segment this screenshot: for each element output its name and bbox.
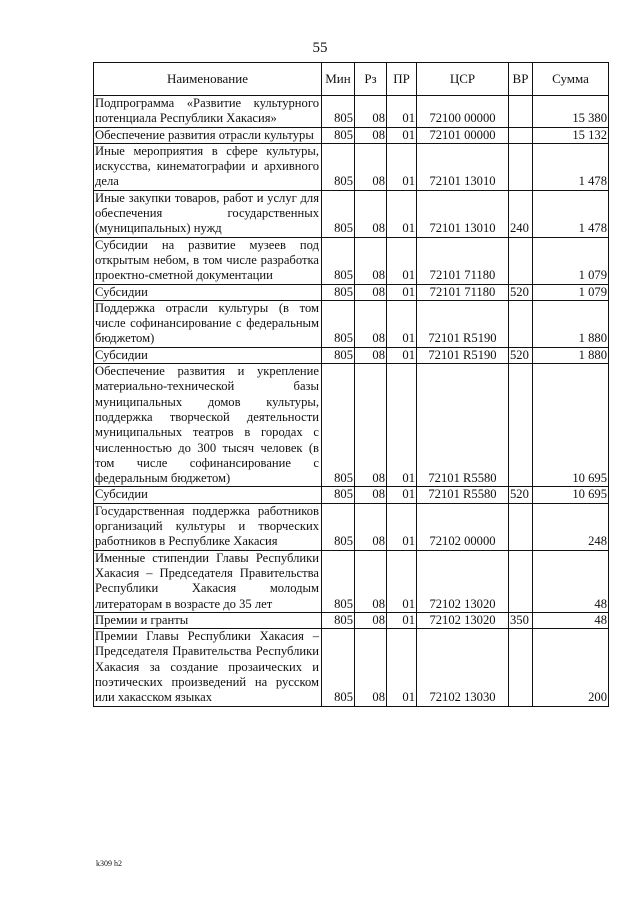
cell-csr: 72100 00000 (417, 96, 509, 128)
cell-pr: 01 (387, 550, 417, 612)
cell-min: 805 (322, 612, 355, 628)
cell-name: Иные закупки товаров, работ и услуг для обеспечения государственных (муниципальных) нужд (94, 190, 322, 237)
cell-min: 805 (322, 127, 355, 143)
cell-sum: 48 (533, 550, 609, 612)
cell-csr: 72101 R5580 (417, 487, 509, 503)
cell-name: Именные стипендии Главы Республики Хакасия – Председателя Правительства Республики Хакасия молодым литераторам в возрасте до 35 лет (94, 550, 322, 612)
cell-min: 805 (322, 487, 355, 503)
cell-rz: 08 (355, 612, 387, 628)
cell-csr: 72101 R5190 (417, 300, 509, 347)
table-row (94, 550, 609, 612)
cell-name: Иные мероприятия в сфере культуры, искусства, кинематографии и архивного дела (94, 143, 322, 190)
cell-pr: 01 (387, 190, 417, 237)
cell-min: 805 (322, 237, 355, 284)
table-row (94, 364, 609, 487)
column-header-name: Наименование (94, 63, 322, 96)
cell-pr: 01 (387, 284, 417, 300)
cell-vr (509, 364, 533, 487)
table-row (94, 284, 609, 300)
cell-name: Субсидии (94, 284, 322, 300)
cell-rz: 08 (355, 96, 387, 128)
cell-sum: 10 695 (533, 487, 609, 503)
cell-name: Субсидии (94, 347, 322, 363)
cell-name: Субсидии на развитие музеев под открытым небом, в том числе разработка проектно-сметной документации (94, 237, 322, 284)
cell-vr (509, 237, 533, 284)
table-row (94, 612, 609, 628)
cell-min: 805 (322, 550, 355, 612)
cell-csr: 72101 71180 (417, 284, 509, 300)
cell-rz: 08 (355, 629, 387, 706)
cell-rz: 08 (355, 237, 387, 284)
cell-rz: 08 (355, 190, 387, 237)
cell-csr: 72102 00000 (417, 503, 509, 550)
cell-sum: 200 (533, 629, 609, 706)
cell-min: 805 (322, 190, 355, 237)
column-header-min: Мин (322, 63, 355, 96)
cell-name: Государственная поддержка работников организаций культуры и творческих работников в Республике Хакасия (94, 503, 322, 550)
cell-sum: 10 695 (533, 364, 609, 487)
cell-min: 805 (322, 347, 355, 363)
cell-min: 805 (322, 143, 355, 190)
table-header-row (94, 63, 609, 96)
cell-pr: 01 (387, 143, 417, 190)
cell-csr: 72101 13010 (417, 143, 509, 190)
page-number: 55 (312, 40, 328, 56)
cell-vr (509, 96, 533, 128)
cell-sum: 15 132 (533, 127, 609, 143)
cell-vr (509, 127, 533, 143)
cell-min: 805 (322, 300, 355, 347)
cell-rz: 08 (355, 127, 387, 143)
table-row (94, 629, 609, 706)
table-row (94, 143, 609, 190)
cell-sum: 1 880 (533, 347, 609, 363)
cell-pr: 01 (387, 503, 417, 550)
cell-pr: 01 (387, 237, 417, 284)
cell-csr: 72102 13030 (417, 629, 509, 706)
cell-min: 805 (322, 503, 355, 550)
cell-min: 805 (322, 96, 355, 128)
table-row (94, 96, 609, 128)
cell-pr: 01 (387, 347, 417, 363)
table-row (94, 503, 609, 550)
cell-rz: 08 (355, 347, 387, 363)
cell-pr: 01 (387, 127, 417, 143)
cell-name: Подпрограмма «Развитие культурного потенциала Республики Хакасия» (94, 96, 322, 128)
table-row (94, 487, 609, 503)
cell-pr: 01 (387, 96, 417, 128)
table-row (94, 190, 609, 237)
cell-name: Обеспечение развития отрасли культуры (94, 127, 322, 143)
cell-vr (509, 300, 533, 347)
cell-csr: 72101 71180 (417, 237, 509, 284)
cell-sum: 1 478 (533, 190, 609, 237)
cell-sum: 1 079 (533, 237, 609, 284)
cell-pr: 01 (387, 487, 417, 503)
cell-pr: 01 (387, 612, 417, 628)
table-row (94, 300, 609, 347)
footer-code: k309 h2 (96, 859, 122, 868)
cell-min: 805 (322, 629, 355, 706)
column-header-vr: ВР (509, 63, 533, 96)
cell-rz: 08 (355, 143, 387, 190)
cell-name: Поддержка отрасли культуры (в том числе софинансирование с федеральным бюджетом) (94, 300, 322, 347)
cell-vr: 240 (509, 190, 533, 237)
cell-vr: 520 (509, 487, 533, 503)
table-row (94, 127, 609, 143)
cell-vr (509, 629, 533, 706)
cell-rz: 08 (355, 487, 387, 503)
cell-vr: 520 (509, 347, 533, 363)
cell-min: 805 (322, 364, 355, 487)
cell-rz: 08 (355, 364, 387, 487)
cell-csr: 72102 13020 (417, 612, 509, 628)
cell-vr: 520 (509, 284, 533, 300)
cell-vr (509, 550, 533, 612)
cell-sum: 48 (533, 612, 609, 628)
cell-pr: 01 (387, 364, 417, 487)
cell-name: Премии Главы Республики Хакасия – Председателя Правительства Республики Хакасия за создание прозаических и поэтических произведений на русском или хакасском языках (94, 629, 322, 706)
cell-csr: 72101 R5580 (417, 364, 509, 487)
cell-sum: 1 079 (533, 284, 609, 300)
cell-vr: 350 (509, 612, 533, 628)
cell-rz: 08 (355, 550, 387, 612)
cell-csr: 72101 00000 (417, 127, 509, 143)
cell-name: Субсидии (94, 487, 322, 503)
cell-rz: 08 (355, 300, 387, 347)
column-header-rz: Рз (355, 63, 387, 96)
column-header-csr: ЦСР (417, 63, 509, 96)
table-row (94, 237, 609, 284)
column-header-pr: ПР (387, 63, 417, 96)
cell-vr (509, 503, 533, 550)
table-row (94, 347, 609, 363)
column-header-sum: Сумма (533, 63, 609, 96)
cell-sum: 15 380 (533, 96, 609, 128)
cell-min: 805 (322, 284, 355, 300)
cell-rz: 08 (355, 284, 387, 300)
cell-rz: 08 (355, 503, 387, 550)
cell-sum: 1 880 (533, 300, 609, 347)
cell-sum: 1 478 (533, 143, 609, 190)
cell-sum: 248 (533, 503, 609, 550)
cell-csr: 72102 13020 (417, 550, 509, 612)
cell-name: Премии и гранты (94, 612, 322, 628)
cell-vr (509, 143, 533, 190)
cell-csr: 72101 13010 (417, 190, 509, 237)
budget-table (93, 62, 609, 707)
cell-csr: 72101 R5190 (417, 347, 509, 363)
cell-pr: 01 (387, 629, 417, 706)
cell-name: Обеспечение развития и укрепление материально-технической базы муниципальных домов культуры, поддержка творческой деятельности муниципальных театров в городах с численностью до 300 тысяч человек (в том числе софинансирование с федеральным бюджетом) (94, 364, 322, 487)
cell-pr: 01 (387, 300, 417, 347)
